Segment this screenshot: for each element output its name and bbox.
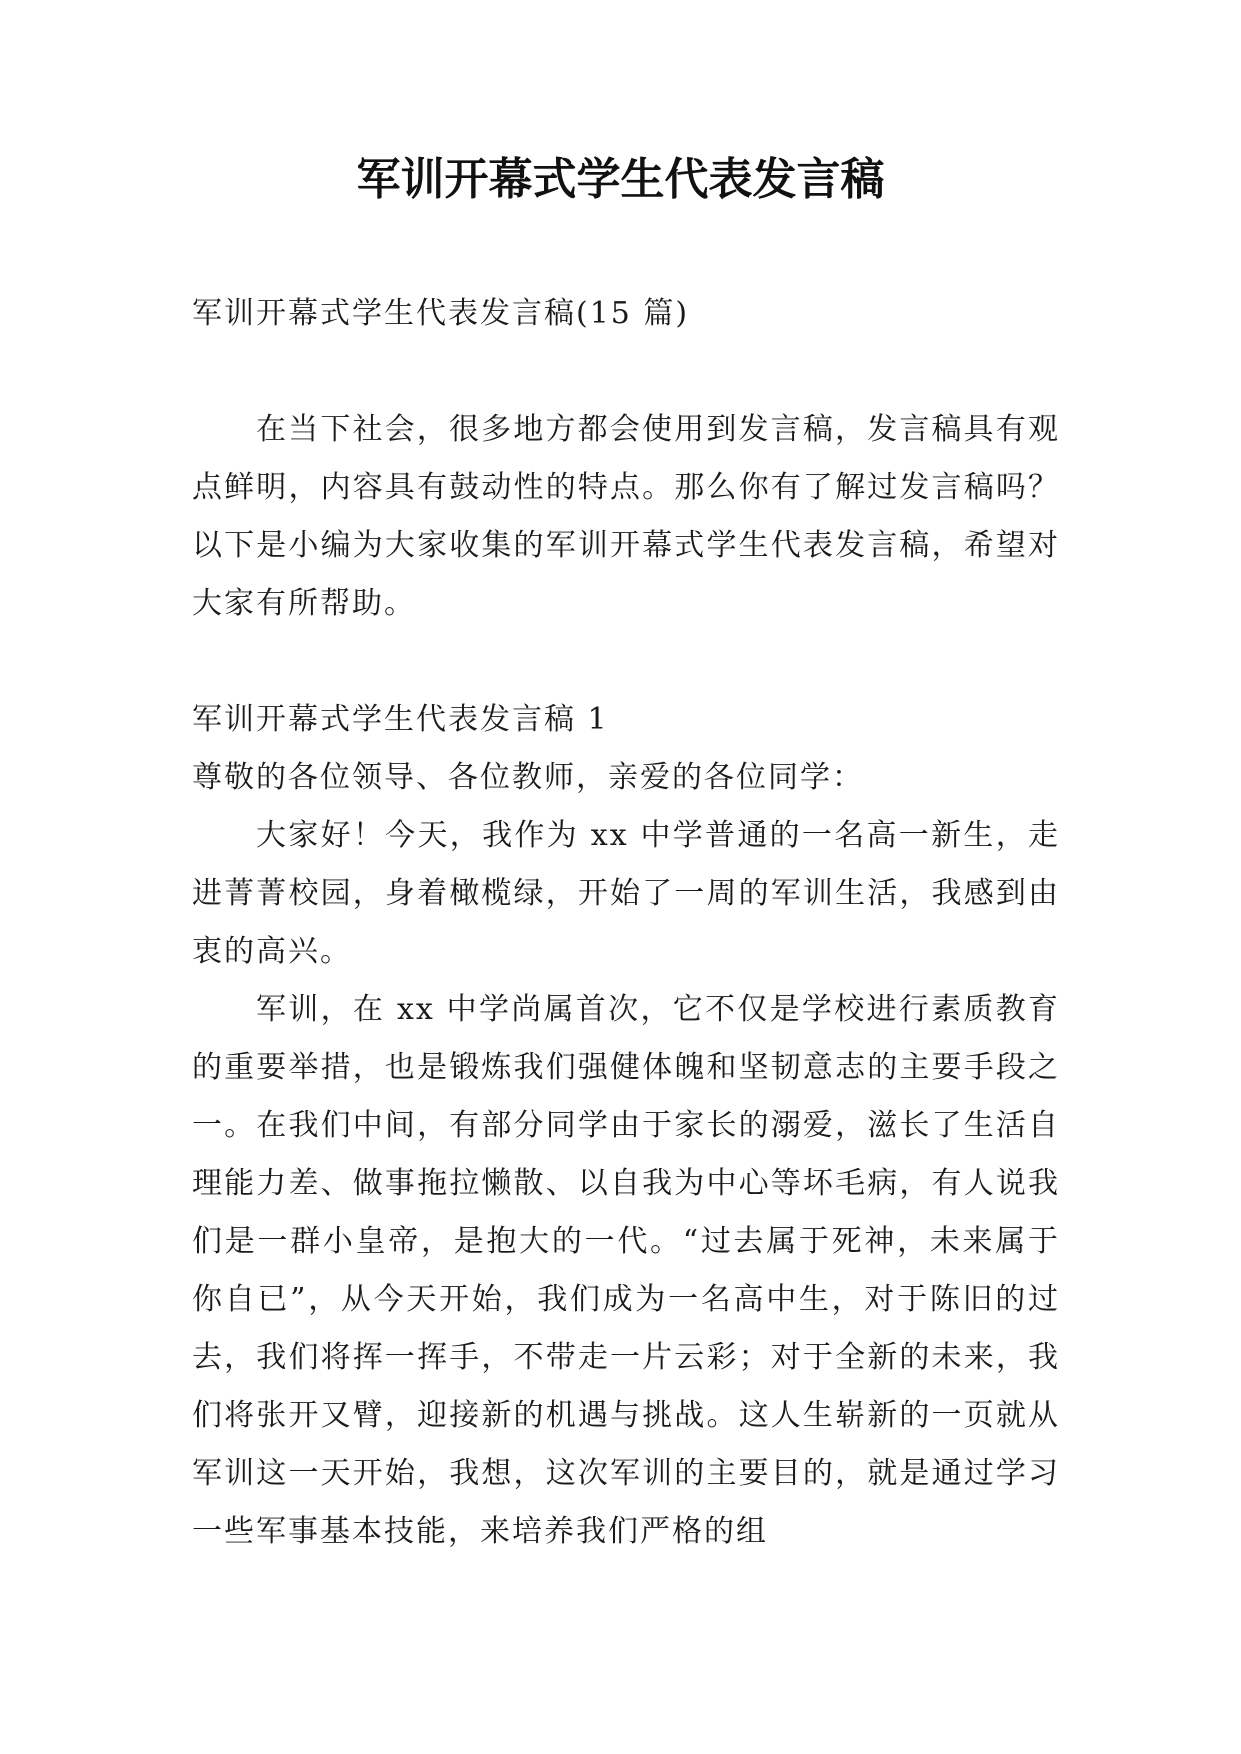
section-heading: 军训开幕式学生代表发言稿 1 <box>192 702 609 737</box>
document-title: 军训开幕式学生代表发言稿 <box>356 154 885 205</box>
intro-paragraph: 在当下社会，很多地方都会使用到发言稿，发言稿具有观点鲜明，内容具有鼓动性的特点。那么你有了解过发言稿吗？以下是小编为大家收集的军训开幕式学生代表发言稿，希望对大家有所帮助。 <box>192 412 1060 621</box>
body-paragraph: 军训，在 xx 中学尚属首次，它不仅是学校进行素质教育的重要举措，也是锻炼我们强健体魄和坚韧意志的主要手段之一。在我们中间，有部分同学由于家长的溺爱，滋长了生活自理能力差、做事拖拉懒散、以自我为中心等坏毛病，有人说我们是一群小皇帝，是抱大的一代。“过去属于死神，未来属于你自已”，从今天开始，我们成为一名高中生，对于陈旧的过去，我们将挥一挥手，不带走一片云彩；对于全新的未来，我们将张开又臂，迎接新的机遇与挑战。这人生崭新的一页就从军训这一天开始，我想，这次军训的主要目的，就是通过学习一些军事基本技能，来培养我们严格的组 <box>192 992 1060 1549</box>
document-subtitle: 军训开幕式学生代表发言稿(15 篇) <box>192 296 690 331</box>
salutation: 尊敬的各位领导、各位教师，亲爱的各位同学： <box>192 760 864 795</box>
body-paragraph: 大家好！今天，我作为 xx 中学普通的一名高一新生，走进菁菁校园，身着橄榄绿，开始了一周的军训生活，我感到由衷的高兴。 <box>192 818 1060 969</box>
document-body <box>192 285 1060 1561</box>
